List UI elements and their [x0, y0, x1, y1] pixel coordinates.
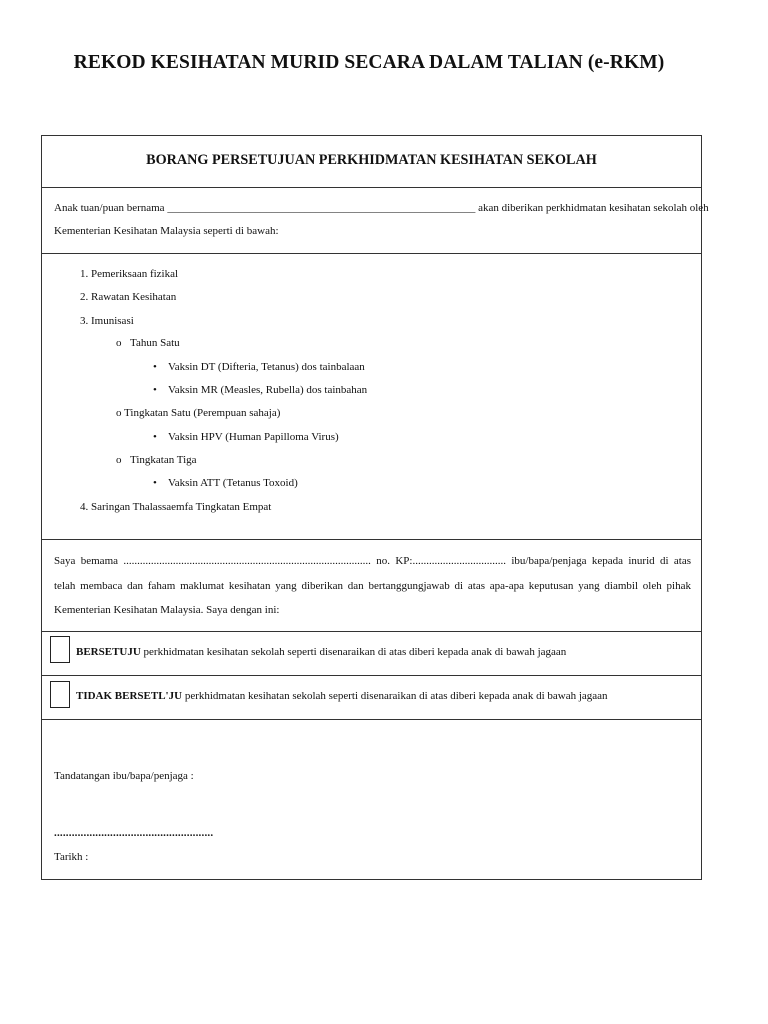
bullet-icon: •: [153, 431, 157, 443]
service-item-physical-exam: 1. Pemeriksaan fizikal: [80, 268, 179, 280]
intro-line-1: Anak tuan/puan bernama ________________________________________________________ akan diberikan perkhidmatan kesihatan sekolah oleh: [54, 202, 709, 214]
intro-line-2: Kementerian Kesihatan Malaysia seperti di bawah:: [54, 225, 279, 237]
vaccine-att: Vaksin ATT (Tetanus Toxoid): [168, 477, 298, 489]
declaration-name: Saya bemama ..........................................................................................: [54, 555, 371, 567]
sub-bullet-marker: o: [116, 337, 122, 349]
disagree-keyword: TIDAK BERSETL'JU: [76, 690, 183, 702]
agree-statement: [76, 646, 566, 658]
agree-checkbox[interactable]: [50, 636, 70, 663]
signature-line: ......................................................: [54, 827, 214, 839]
declaration-line-3: Kementerian Kesihatan Malaysia. Saya dengan ini:: [54, 604, 280, 616]
document-title: REKOD KESIHATAN MURID SECARA DALAM TALIAN (e-RKM): [73, 52, 665, 73]
agree-row: [42, 632, 701, 676]
declaration-line-2: telah membaca dan faham maklumat kesihatan yang diberikan dan bertanggungjawab di atas apa-apa keputusan yang diambil oleh pihak: [54, 580, 691, 592]
service-item-treatment: 2. Rawatan Kesihatan: [80, 291, 177, 303]
date-label: Tarikh :: [54, 851, 89, 863]
signature-section: [42, 720, 701, 880]
agree-text: perkhidmatan kesihatan sekolah seperti disenaraikan di atas diberi kepada anak di bawah jagaan: [140, 646, 567, 658]
disagree-row: [42, 676, 701, 720]
services-section: [42, 254, 701, 540]
disagree-checkbox[interactable]: [50, 681, 70, 708]
bullet-icon: •: [153, 361, 157, 373]
year-one-label: Tahun Satu: [130, 337, 180, 349]
declaration-line-1: [54, 555, 691, 567]
declaration-ic: no. KP:..................................: [376, 555, 506, 567]
form-three-label: Tingkatan Tiga: [130, 454, 197, 466]
disagree-text: perkhidmatan kesihatan sekolah seperti disenaraikan di atas diberi kepada anak di bawah jagaan: [182, 690, 608, 702]
sub-bullet-marker: o: [116, 454, 122, 466]
agree-keyword: BERSETUJU: [76, 646, 141, 658]
form-title-row: [42, 136, 701, 188]
bullet-icon: •: [153, 384, 157, 396]
service-item-thalassaemia: 4. Saringan Thalassaemfa Tingkatan Empat: [80, 501, 272, 513]
consent-form: [41, 135, 709, 880]
signature-label: Tandatangan ibu/bapa/penjaga :: [54, 770, 194, 782]
declaration-relation: ibu/bapa/penjaga kepada inurid di atas: [511, 555, 692, 567]
bullet-icon: •: [153, 477, 157, 489]
disagree-statement: [76, 690, 608, 702]
form-one-label: o Tingkatan Satu (Perempuan sahaja): [116, 407, 281, 419]
declaration-section: [42, 540, 701, 632]
intro-section: [42, 188, 709, 254]
service-item-immunisation: 3. Imunisasi: [80, 315, 134, 327]
vaccine-hpv: Vaksin HPV (Human Papilloma Virus): [168, 431, 339, 443]
vaccine-mr: Vaksin MR (Measles, Rubella) dos tainbahan: [168, 384, 368, 396]
form-title: BORANG PERSETUJUAN PERKHIDMATAN KESIHATAN SEKOLAH: [146, 152, 597, 168]
vaccine-dt: Vaksin DT (Difteria, Tetanus) dos tainbalaan: [168, 361, 365, 373]
